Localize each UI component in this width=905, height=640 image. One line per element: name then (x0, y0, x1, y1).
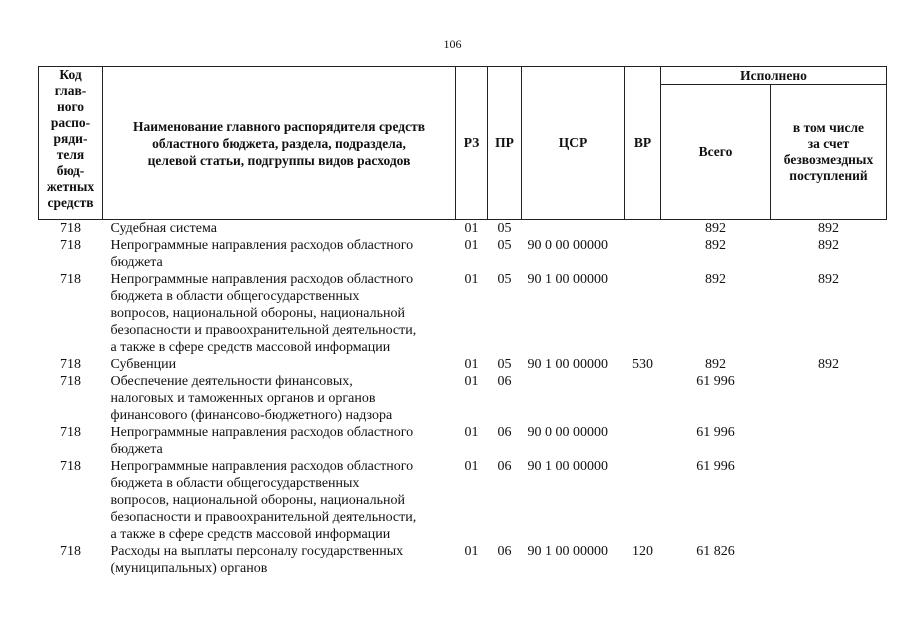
cell-vr (625, 271, 661, 356)
table-row (39, 424, 887, 458)
cell-csr (522, 220, 625, 238)
cell-code: 718 (60, 221, 81, 236)
cell-pr: 05 (497, 221, 512, 236)
cell-name: Субвенции (110, 357, 177, 372)
table-row (39, 543, 887, 577)
table-row (39, 356, 887, 373)
cell-pr: 06 (497, 374, 512, 389)
table-row (39, 271, 887, 356)
cell-rz: 01 (464, 544, 479, 559)
cell-csr: 90 0 00 00000 (527, 238, 608, 253)
cell-vr (625, 237, 661, 271)
cell-vr (625, 220, 661, 238)
cell-total: 61 996 (696, 425, 735, 440)
cell-gratuitous: 892 (818, 221, 839, 236)
cell-pr: 05 (497, 357, 512, 372)
cell-total: 892 (705, 357, 726, 372)
cell-csr: 90 1 00 00000 (527, 544, 608, 559)
cell-code: 718 (60, 374, 81, 389)
cell-pr: 06 (497, 544, 512, 559)
cell-name: Непрограммные направления расходов областного бюджета в области общегосударственных вопросов, национальной обороны, национальной безопасности и правоохранительной деятельности, а также в сфере средств массовой информации (110, 272, 417, 355)
table-row (39, 220, 887, 238)
table-row (39, 458, 887, 543)
table-body (39, 220, 887, 578)
expenditure-table (38, 66, 887, 577)
cell-code: 718 (60, 459, 81, 474)
cell-gratuitous (771, 373, 887, 424)
table-row (39, 237, 887, 271)
cell-name: Обеспечение деятельности финансовых, налоговых и таможенных органов и органов финансового (финансово-бюджетного) надзора (110, 374, 393, 423)
cell-csr: 90 1 00 00000 (527, 357, 608, 372)
cell-vr (625, 458, 661, 543)
header-gratuitous: в том числе за счет безвозмездных поступлений (771, 85, 887, 220)
cell-vr (625, 373, 661, 424)
header-rz: РЗ (456, 67, 488, 220)
header-executed: Исполнено (661, 67, 887, 85)
cell-total: 892 (705, 272, 726, 287)
cell-code: 718 (60, 272, 81, 287)
cell-vr: 530 (632, 357, 653, 372)
cell-name: Судебная система (110, 221, 217, 236)
cell-pr: 05 (497, 272, 512, 287)
cell-gratuitous (771, 424, 887, 458)
cell-csr: 90 0 00 00000 (527, 425, 608, 440)
header-total: Всего (661, 85, 771, 220)
cell-rz: 01 (464, 221, 479, 236)
page-number: 106 (443, 37, 462, 51)
cell-rz: 01 (464, 374, 479, 389)
cell-gratuitous: 892 (818, 357, 839, 372)
cell-vr (625, 424, 661, 458)
cell-gratuitous (771, 543, 887, 577)
header-vr: ВР (625, 67, 661, 220)
cell-name: Непрограммные направления расходов областного бюджета (110, 238, 414, 270)
cell-code: 718 (60, 425, 81, 440)
table-row (39, 373, 887, 424)
cell-name: Расходы на выплаты персоналу государственных (муниципальных) органов (110, 544, 404, 576)
cell-total: 892 (705, 221, 726, 236)
cell-rz: 01 (464, 357, 479, 372)
cell-pr: 06 (497, 425, 512, 440)
cell-name: Непрограммные направления расходов областного бюджета (110, 425, 414, 457)
header-name: Наименование главного распорядителя средств областного бюджета, раздела, подраздела, целевой статьи, подгруппы видов расходов (103, 67, 456, 220)
table-header (39, 67, 887, 220)
cell-gratuitous: 892 (818, 238, 839, 253)
cell-total: 61 996 (696, 459, 735, 474)
cell-total: 892 (705, 238, 726, 253)
header-csr: ЦСР (522, 67, 625, 220)
cell-pr: 05 (497, 238, 512, 253)
cell-total: 61 996 (696, 374, 735, 389)
cell-rz: 01 (464, 459, 479, 474)
cell-gratuitous (771, 458, 887, 543)
cell-rz: 01 (464, 272, 479, 287)
header-code: Код глав- ного распо- ряди- теля бюд- жетных средств (39, 67, 103, 220)
cell-total: 61 826 (696, 544, 735, 559)
header-pr: ПР (488, 67, 522, 220)
cell-pr: 06 (497, 459, 512, 474)
cell-gratuitous: 892 (818, 272, 839, 287)
cell-csr: 90 1 00 00000 (527, 272, 608, 287)
cell-rz: 01 (464, 238, 479, 253)
cell-code: 718 (60, 238, 81, 253)
cell-csr (522, 373, 625, 424)
cell-code: 718 (60, 357, 81, 372)
cell-rz: 01 (464, 425, 479, 440)
cell-vr: 120 (632, 544, 653, 559)
cell-code: 718 (60, 544, 81, 559)
cell-csr: 90 1 00 00000 (527, 459, 608, 474)
cell-name: Непрограммные направления расходов областного бюджета в области общегосударственных вопросов, национальной обороны, национальной безопасности и правоохранительной деятельности, а также в сфере средств массовой информации (110, 459, 417, 542)
